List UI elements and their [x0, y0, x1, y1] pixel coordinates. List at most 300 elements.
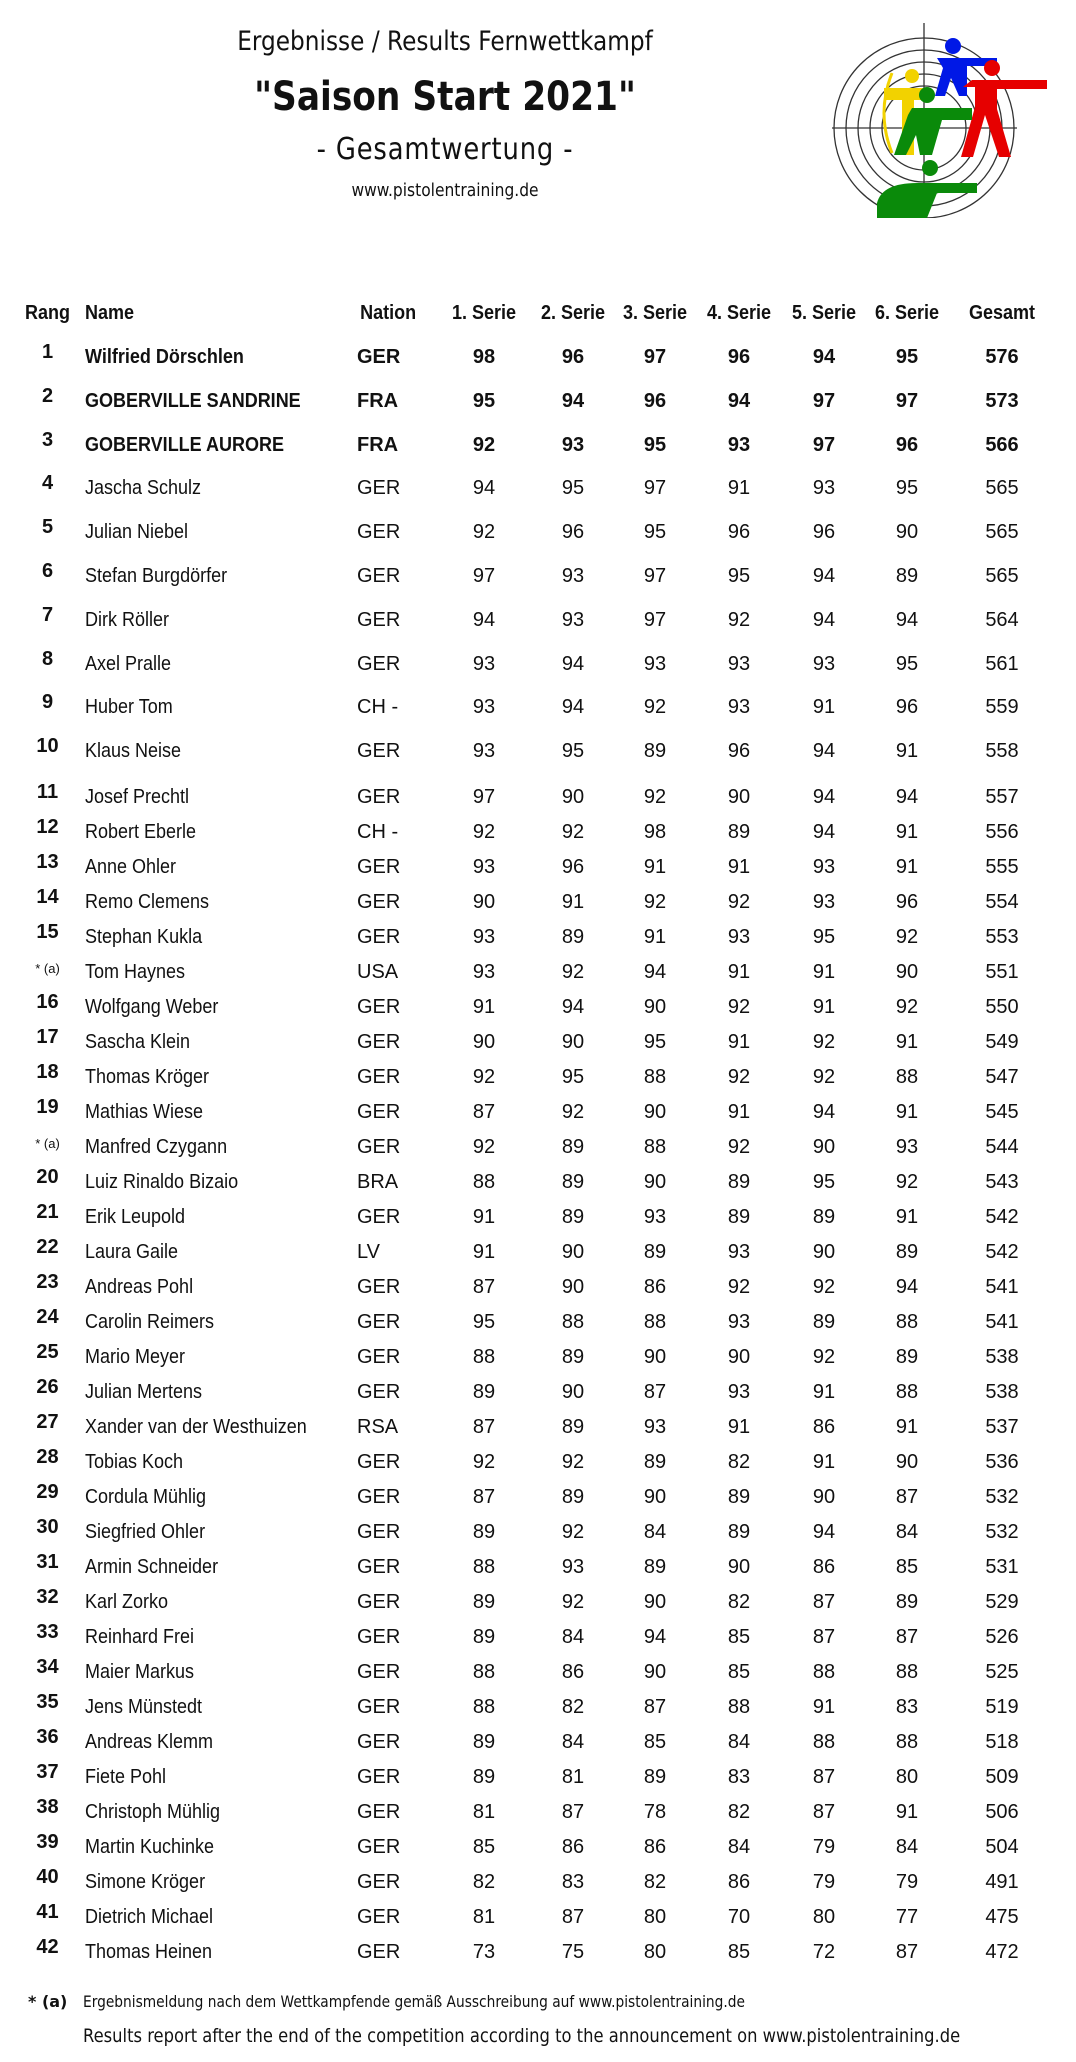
serie-2-cell: 90	[561, 1381, 585, 1403]
website-link: www.pistolentraining.de	[351, 180, 539, 201]
serie-4-cell: 93	[727, 696, 751, 719]
serie-5-cell: 96	[812, 521, 836, 544]
serie-2-cell: 94	[561, 389, 585, 412]
serie-4-cell: 92	[727, 891, 751, 913]
column-header-serie-4: 4. Serie	[706, 302, 772, 324]
table-row	[0, 1586, 1076, 1625]
serie-3-cell: 82	[643, 1871, 667, 1893]
serie-5-cell: 87	[812, 1591, 836, 1613]
serie-6-cell: 92	[895, 1171, 919, 1193]
name-cell: Thomas Heinen	[85, 1941, 213, 1963]
rank-cell: 23	[36, 1271, 59, 1293]
serie-6-cell: 77	[895, 1906, 919, 1928]
serie-6-cell: 96	[895, 433, 919, 456]
total-cell: 559	[985, 696, 1019, 719]
serie-1-cell: 95	[472, 389, 496, 412]
nation-cell: GER	[357, 652, 401, 675]
nation-cell: GER	[357, 1801, 401, 1823]
name-cell: Erik Leupold	[85, 1206, 186, 1228]
rank-cell: 19	[36, 1096, 59, 1118]
serie-6-cell: 95	[895, 652, 919, 675]
nation-cell: GER	[357, 1311, 401, 1333]
serie-4-cell: 70	[727, 1906, 751, 1928]
name-cell: Christoph Mühlig	[85, 1801, 221, 1823]
rank-cell: * (a)	[35, 1136, 60, 1151]
name-cell: Andreas Pohl	[85, 1276, 194, 1298]
serie-1-cell: 92	[472, 1136, 496, 1158]
table-row	[0, 1201, 1076, 1240]
serie-2-cell: 84	[561, 1731, 585, 1753]
rank-cell: 28	[36, 1446, 59, 1468]
total-cell: 532	[985, 1486, 1019, 1508]
serie-5-cell: 79	[812, 1836, 836, 1858]
rank-cell: 29	[36, 1481, 59, 1503]
total-cell: 538	[985, 1381, 1019, 1403]
target-logo-icon	[832, 18, 1054, 218]
total-cell: 543	[985, 1171, 1019, 1193]
nation-cell: GER	[357, 891, 401, 913]
serie-4-cell: 91	[727, 1031, 751, 1053]
serie-2-cell: 90	[561, 786, 585, 808]
column-header-serie-1: 1. Serie	[451, 302, 517, 324]
serie-5-cell: 88	[812, 1661, 836, 1683]
nation-cell: GER	[357, 1486, 401, 1508]
nation-cell: GER	[357, 1626, 401, 1648]
name-cell: Robert Eberle	[85, 821, 197, 843]
name-cell: Stephan Kukla	[85, 926, 203, 948]
table-row	[0, 1796, 1076, 1835]
serie-4-cell: 92	[727, 1276, 751, 1298]
serie-3-cell: 93	[643, 1206, 667, 1228]
nation-cell: LV	[357, 1241, 380, 1263]
total-cell: 554	[985, 891, 1019, 913]
serie-3-cell: 85	[643, 1731, 667, 1753]
serie-3-cell: 93	[643, 1416, 667, 1438]
rank-cell: 10	[36, 735, 59, 758]
serie-2-cell: 88	[561, 1311, 585, 1333]
serie-1-cell: 88	[472, 1556, 496, 1578]
serie-1-cell: 89	[472, 1626, 496, 1648]
serie-2-cell: 96	[561, 856, 585, 878]
footnote-marker: * (a)	[28, 1992, 68, 2011]
serie-4-cell: 92	[727, 1066, 751, 1088]
nation-cell: GER	[357, 996, 401, 1018]
column-header-nation: Nation	[360, 302, 417, 324]
name-cell: Karl Zorko	[85, 1591, 169, 1613]
rank-cell: 17	[36, 1026, 59, 1048]
serie-5-cell: 94	[812, 821, 836, 843]
serie-1-cell: 91	[472, 1206, 496, 1228]
total-cell: 550	[985, 996, 1019, 1018]
table-row	[0, 921, 1076, 960]
serie-3-cell: 95	[643, 433, 667, 456]
name-cell: Carolin Reimers	[85, 1311, 215, 1333]
serie-4-cell: 82	[727, 1451, 751, 1473]
serie-6-cell: 94	[895, 786, 919, 808]
serie-4-cell: 85	[727, 1941, 751, 1963]
serie-4-cell: 85	[727, 1626, 751, 1648]
serie-3-cell: 96	[643, 389, 667, 412]
rank-cell: 37	[36, 1761, 59, 1783]
serie-5-cell: 86	[812, 1416, 836, 1438]
serie-5-cell: 94	[812, 1101, 836, 1123]
serie-6-cell: 88	[895, 1311, 919, 1333]
serie-5-cell: 79	[812, 1871, 836, 1893]
total-cell: 573	[985, 389, 1019, 412]
serie-3-cell: 94	[643, 1626, 667, 1648]
serie-2-cell: 84	[561, 1626, 585, 1648]
serie-1-cell: 92	[472, 521, 496, 544]
serie-6-cell: 89	[895, 1346, 919, 1368]
rank-cell: 1	[41, 341, 54, 363]
nation-cell: GER	[357, 926, 401, 948]
serie-6-cell: 87	[895, 1941, 919, 1963]
rank-cell: 36	[36, 1726, 59, 1748]
nation-cell: GER	[357, 1381, 401, 1403]
serie-1-cell: 91	[472, 1241, 496, 1263]
serie-2-cell: 93	[561, 433, 585, 456]
rank-cell: 34	[36, 1656, 59, 1678]
table-row	[0, 647, 1076, 687]
column-header-name: Name	[85, 302, 135, 324]
serie-3-cell: 92	[643, 891, 667, 913]
serie-2-cell: 96	[561, 346, 585, 368]
serie-4-cell: 84	[727, 1731, 751, 1753]
table-row	[0, 961, 1076, 995]
serie-1-cell: 88	[472, 1171, 496, 1193]
serie-3-cell: 98	[643, 821, 667, 843]
serie-3-cell: 91	[643, 856, 667, 878]
table-row	[0, 1236, 1076, 1275]
name-cell: Cordula Mühlig	[85, 1486, 207, 1508]
serie-5-cell: 93	[812, 856, 836, 878]
rank-cell: 7	[41, 603, 54, 626]
serie-6-cell: 91	[895, 740, 919, 763]
column-header-rank: Rang	[25, 302, 70, 324]
table-row	[0, 1726, 1076, 1765]
serie-5-cell: 91	[812, 961, 836, 983]
serie-3-cell: 90	[643, 1171, 667, 1193]
column-header-total: Gesamt	[968, 302, 1036, 324]
name-cell: Axel Pralle	[85, 652, 172, 675]
serie-4-cell: 91	[727, 477, 751, 500]
total-cell: 542	[985, 1206, 1019, 1228]
serie-1-cell: 93	[472, 856, 496, 878]
serie-1-cell: 81	[472, 1801, 496, 1823]
serie-6-cell: 80	[895, 1766, 919, 1788]
column-header-serie-2: 2. Serie	[540, 302, 606, 324]
table-row	[0, 1166, 1076, 1205]
serie-3-cell: 89	[643, 1241, 667, 1263]
serie-3-cell: 90	[643, 1591, 667, 1613]
serie-1-cell: 88	[472, 1661, 496, 1683]
serie-4-cell: 82	[727, 1801, 751, 1823]
serie-4-cell: 93	[727, 926, 751, 948]
rank-cell: 2	[41, 384, 54, 407]
serie-1-cell: 93	[472, 696, 496, 719]
serie-6-cell: 84	[895, 1836, 919, 1858]
table-row	[0, 1026, 1076, 1065]
serie-3-cell: 78	[643, 1801, 667, 1823]
serie-6-cell: 91	[895, 1206, 919, 1228]
header-line: Ergebnisse / Results Fernwettkampf	[237, 26, 653, 57]
rank-cell: * (a)	[35, 961, 60, 976]
table-row	[0, 1551, 1076, 1590]
name-cell: Reinhard Frei	[85, 1626, 195, 1648]
nation-cell: GER	[357, 1556, 401, 1578]
name-cell: Laura Gaile	[85, 1241, 179, 1263]
total-cell: 519	[985, 1696, 1019, 1718]
nation-cell: GER	[357, 1451, 401, 1473]
table-row	[0, 851, 1076, 890]
serie-3-cell: 80	[643, 1906, 667, 1928]
serie-2-cell: 89	[561, 1171, 585, 1193]
total-cell: 537	[985, 1416, 1019, 1438]
rank-cell: 8	[41, 647, 54, 670]
serie-6-cell: 87	[895, 1486, 919, 1508]
serie-4-cell: 93	[727, 433, 751, 456]
table-row	[0, 1136, 1076, 1170]
table-row	[0, 1516, 1076, 1555]
nation-cell: GER	[357, 521, 401, 544]
serie-3-cell: 86	[643, 1276, 667, 1298]
name-cell: Luiz Rinaldo Bizaio	[85, 1171, 239, 1193]
serie-5-cell: 72	[812, 1941, 836, 1963]
serie-2-cell: 93	[561, 608, 585, 631]
serie-2-cell: 93	[561, 565, 585, 587]
nation-cell: GER	[357, 1941, 401, 1963]
table-row	[0, 1376, 1076, 1415]
serie-3-cell: 97	[643, 565, 667, 587]
serie-4-cell: 89	[727, 1486, 751, 1508]
total-cell: 544	[985, 1136, 1019, 1158]
serie-2-cell: 94	[561, 696, 585, 719]
serie-6-cell: 89	[895, 1241, 919, 1263]
table-row	[0, 1411, 1076, 1450]
serie-6-cell: 91	[895, 1101, 919, 1123]
serie-1-cell: 88	[472, 1696, 496, 1718]
rank-cell: 12	[36, 816, 59, 838]
serie-1-cell: 89	[472, 1766, 496, 1788]
serie-4-cell: 90	[727, 1556, 751, 1578]
rank-cell: 35	[36, 1691, 59, 1713]
name-cell: Anne Ohler	[85, 856, 177, 878]
rank-cell: 21	[36, 1201, 59, 1223]
serie-5-cell: 91	[812, 996, 836, 1018]
total-cell: 526	[985, 1626, 1019, 1648]
serie-5-cell: 91	[812, 1696, 836, 1718]
table-row	[0, 1761, 1076, 1800]
nation-cell: CH -	[357, 696, 399, 719]
serie-5-cell: 88	[812, 1731, 836, 1753]
serie-3-cell: 97	[643, 608, 667, 631]
serie-6-cell: 89	[895, 565, 919, 587]
serie-5-cell: 87	[812, 1801, 836, 1823]
serie-4-cell: 91	[727, 1416, 751, 1438]
serie-1-cell: 73	[472, 1941, 496, 1963]
serie-1-cell: 98	[472, 346, 496, 368]
total-cell: 566	[985, 433, 1019, 456]
name-cell: GOBERVILLE AURORE	[85, 433, 285, 456]
total-cell: 518	[985, 1731, 1019, 1753]
name-cell: Julian Niebel	[85, 521, 189, 544]
table-row	[0, 428, 1076, 468]
serie-6-cell: 92	[895, 926, 919, 948]
total-cell: 547	[985, 1066, 1019, 1088]
serie-3-cell: 89	[643, 1766, 667, 1788]
table-row	[0, 1341, 1076, 1380]
nation-cell: FRA	[357, 389, 399, 412]
serie-3-cell: 94	[643, 961, 667, 983]
rank-cell: 3	[41, 428, 54, 451]
serie-4-cell: 88	[727, 1696, 751, 1718]
serie-5-cell: 91	[812, 1381, 836, 1403]
serie-4-cell: 89	[727, 1206, 751, 1228]
serie-4-cell: 96	[727, 740, 751, 763]
serie-5-cell: 91	[812, 1451, 836, 1473]
serie-3-cell: 87	[643, 1696, 667, 1718]
total-cell: 576	[985, 346, 1019, 368]
rank-cell: 33	[36, 1621, 59, 1643]
total-cell: 557	[985, 786, 1019, 808]
serie-4-cell: 89	[727, 821, 751, 843]
table-row	[0, 516, 1076, 555]
nation-cell: GER	[357, 1591, 401, 1613]
serie-3-cell: 89	[643, 740, 667, 763]
name-cell: Maier Markus	[85, 1661, 195, 1683]
serie-4-cell: 91	[727, 856, 751, 878]
serie-5-cell: 90	[812, 1136, 836, 1158]
serie-3-cell: 88	[643, 1136, 667, 1158]
total-cell: 551	[985, 961, 1019, 983]
table-row	[0, 1901, 1076, 1940]
table-row	[0, 781, 1076, 820]
table-row	[0, 1936, 1076, 1975]
serie-2-cell: 95	[561, 477, 585, 500]
serie-2-cell: 75	[561, 1941, 585, 1963]
total-cell: 555	[985, 856, 1019, 878]
serie-5-cell: 94	[812, 786, 836, 808]
nation-cell: GER	[357, 477, 401, 500]
serie-1-cell: 90	[472, 1031, 496, 1053]
serie-2-cell: 92	[561, 1101, 585, 1123]
serie-6-cell: 96	[895, 696, 919, 719]
serie-4-cell: 83	[727, 1766, 751, 1788]
name-cell: Mathias Wiese	[85, 1101, 204, 1123]
serie-4-cell: 89	[727, 1521, 751, 1543]
name-cell: Huber Tom	[85, 696, 173, 719]
nation-cell: GER	[357, 1031, 401, 1053]
serie-3-cell: 93	[643, 652, 667, 675]
serie-6-cell: 91	[895, 821, 919, 843]
nation-cell: GER	[357, 740, 401, 763]
serie-2-cell: 95	[561, 740, 585, 763]
serie-6-cell: 91	[895, 1801, 919, 1823]
nation-cell: GER	[357, 1521, 401, 1543]
serie-4-cell: 93	[727, 1381, 751, 1403]
table-row	[0, 603, 1076, 643]
serie-1-cell: 94	[472, 608, 496, 631]
serie-3-cell: 95	[643, 521, 667, 544]
serie-2-cell: 87	[561, 1801, 585, 1823]
table-row	[0, 1691, 1076, 1730]
serie-3-cell: 92	[643, 786, 667, 808]
total-cell: 561	[985, 652, 1019, 675]
serie-2-cell: 90	[561, 1031, 585, 1053]
page-subtitle: - Gesamtwertung -	[316, 132, 574, 167]
serie-3-cell: 92	[643, 696, 667, 719]
serie-4-cell: 94	[727, 389, 751, 412]
serie-1-cell: 92	[472, 1451, 496, 1473]
nation-cell: GER	[357, 1731, 401, 1753]
serie-2-cell: 92	[561, 1591, 585, 1613]
table-row	[0, 1446, 1076, 1485]
serie-4-cell: 96	[727, 346, 751, 368]
serie-5-cell: 94	[812, 1521, 836, 1543]
serie-2-cell: 91	[561, 891, 585, 913]
serie-5-cell: 94	[812, 346, 836, 368]
serie-5-cell: 90	[812, 1486, 836, 1508]
nation-cell: GER	[357, 1696, 401, 1718]
total-cell: 531	[985, 1556, 1019, 1578]
serie-6-cell: 88	[895, 1661, 919, 1683]
serie-4-cell: 86	[727, 1871, 751, 1893]
serie-4-cell: 91	[727, 961, 751, 983]
nation-cell: BRA	[357, 1171, 399, 1193]
name-cell: Fiete Pohl	[85, 1766, 167, 1788]
serie-6-cell: 85	[895, 1556, 919, 1578]
nation-cell: CH -	[357, 821, 399, 843]
rank-cell: 4	[41, 472, 54, 495]
serie-3-cell: 88	[643, 1311, 667, 1333]
serie-2-cell: 86	[561, 1661, 585, 1683]
serie-5-cell: 92	[812, 1066, 836, 1088]
nation-cell: RSA	[357, 1416, 399, 1438]
rank-cell: 38	[36, 1796, 59, 1818]
serie-1-cell: 97	[472, 786, 496, 808]
table-row	[0, 341, 1076, 380]
serie-4-cell: 91	[727, 1101, 751, 1123]
serie-4-cell: 82	[727, 1591, 751, 1613]
serie-5-cell: 89	[812, 1311, 836, 1333]
table-row	[0, 691, 1076, 730]
name-cell: Wolfgang Weber	[85, 996, 219, 1018]
serie-3-cell: 90	[643, 1101, 667, 1123]
nation-cell: GER	[357, 1346, 401, 1368]
name-cell: Dietrich Michael	[85, 1906, 214, 1928]
serie-4-cell: 95	[727, 565, 751, 587]
serie-6-cell: 88	[895, 1381, 919, 1403]
serie-6-cell: 94	[895, 608, 919, 631]
total-cell: 553	[985, 926, 1019, 948]
serie-4-cell: 93	[727, 1241, 751, 1263]
serie-3-cell: 84	[643, 1521, 667, 1543]
serie-6-cell: 88	[895, 1731, 919, 1753]
serie-2-cell: 86	[561, 1836, 585, 1858]
total-cell: 556	[985, 821, 1019, 843]
total-cell: 525	[985, 1661, 1019, 1683]
name-cell: Jascha Schulz	[85, 477, 202, 500]
total-cell: 558	[985, 740, 1019, 763]
rank-cell: 42	[36, 1936, 59, 1958]
serie-6-cell: 88	[895, 1066, 919, 1088]
serie-2-cell: 94	[561, 996, 585, 1018]
name-cell: Armin Schneider	[85, 1556, 219, 1578]
serie-6-cell: 89	[895, 1591, 919, 1613]
serie-3-cell: 97	[643, 477, 667, 500]
name-cell: Julian Mertens	[85, 1381, 203, 1403]
rank-cell: 41	[36, 1901, 59, 1923]
